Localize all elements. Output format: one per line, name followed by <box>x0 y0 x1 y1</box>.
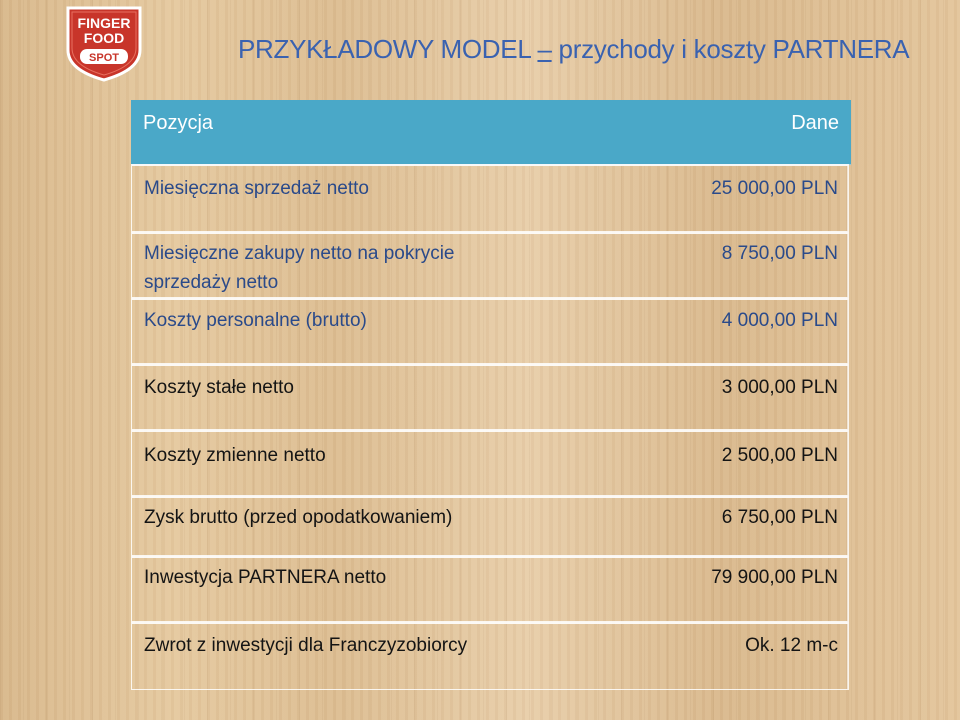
row-value: 25 000,00 PLN <box>711 178 838 199</box>
cell-divider <box>847 366 848 429</box>
row-value: 3 000,00 PLN <box>721 377 838 398</box>
title-after: przychody i koszty PARTNERA <box>551 34 910 64</box>
row-value: 8 750,00 PLN <box>721 243 838 264</box>
row-label: Miesięczna sprzedaż netto <box>144 178 369 199</box>
table-row <box>131 232 849 298</box>
row-label: Miesięczne zakupy netto na pokrycie sprzedaży netto <box>144 243 455 293</box>
row-label: Inwestycja PARTNERA netto <box>144 567 387 588</box>
cell-divider <box>847 624 848 689</box>
row-value: Ok. 12 m-c <box>745 635 838 656</box>
cell-divider <box>847 166 848 231</box>
cell-divider <box>847 432 848 495</box>
row-value: 79 900,00 PLN <box>711 567 838 588</box>
logo-line3: SPOT <box>89 52 119 64</box>
revenue-cost-table <box>131 100 851 690</box>
table-row <box>131 364 849 430</box>
table-row <box>131 496 849 556</box>
row-label: Zysk brutto (przed opodatkowaniem) <box>144 507 453 528</box>
table-row <box>131 622 849 690</box>
row-value: 2 500,00 PLN <box>721 445 838 466</box>
table-row <box>131 298 849 364</box>
table-row <box>131 430 849 496</box>
header-position: Pozycja <box>143 112 214 134</box>
row-label: Zwrot z inwestycji dla Franczyzobiorcy <box>144 635 468 656</box>
row-label: Koszty zmienne netto <box>144 445 326 466</box>
table-header <box>131 100 851 164</box>
cell-divider <box>847 498 848 555</box>
logo-line2: FOOD <box>83 30 125 46</box>
table-row <box>131 164 849 232</box>
row-value: 6 750,00 PLN <box>721 507 838 528</box>
cell-divider <box>847 300 848 363</box>
page-title <box>238 34 938 65</box>
row-label: Koszty personalne (brutto) <box>144 310 367 331</box>
row-label: Koszty stałe netto <box>144 377 294 398</box>
title-before: PRZYKŁADOWY MODEL <box>238 34 538 64</box>
table-row <box>131 556 849 622</box>
title-dash: – <box>537 34 552 64</box>
cell-divider <box>847 234 848 297</box>
finger-food-spot-logo <box>62 4 146 82</box>
header-data: Dane <box>791 112 839 134</box>
row-value: 4 000,00 PLN <box>721 310 838 331</box>
logo-line1: FINGER <box>77 15 131 31</box>
cell-divider <box>847 558 848 621</box>
